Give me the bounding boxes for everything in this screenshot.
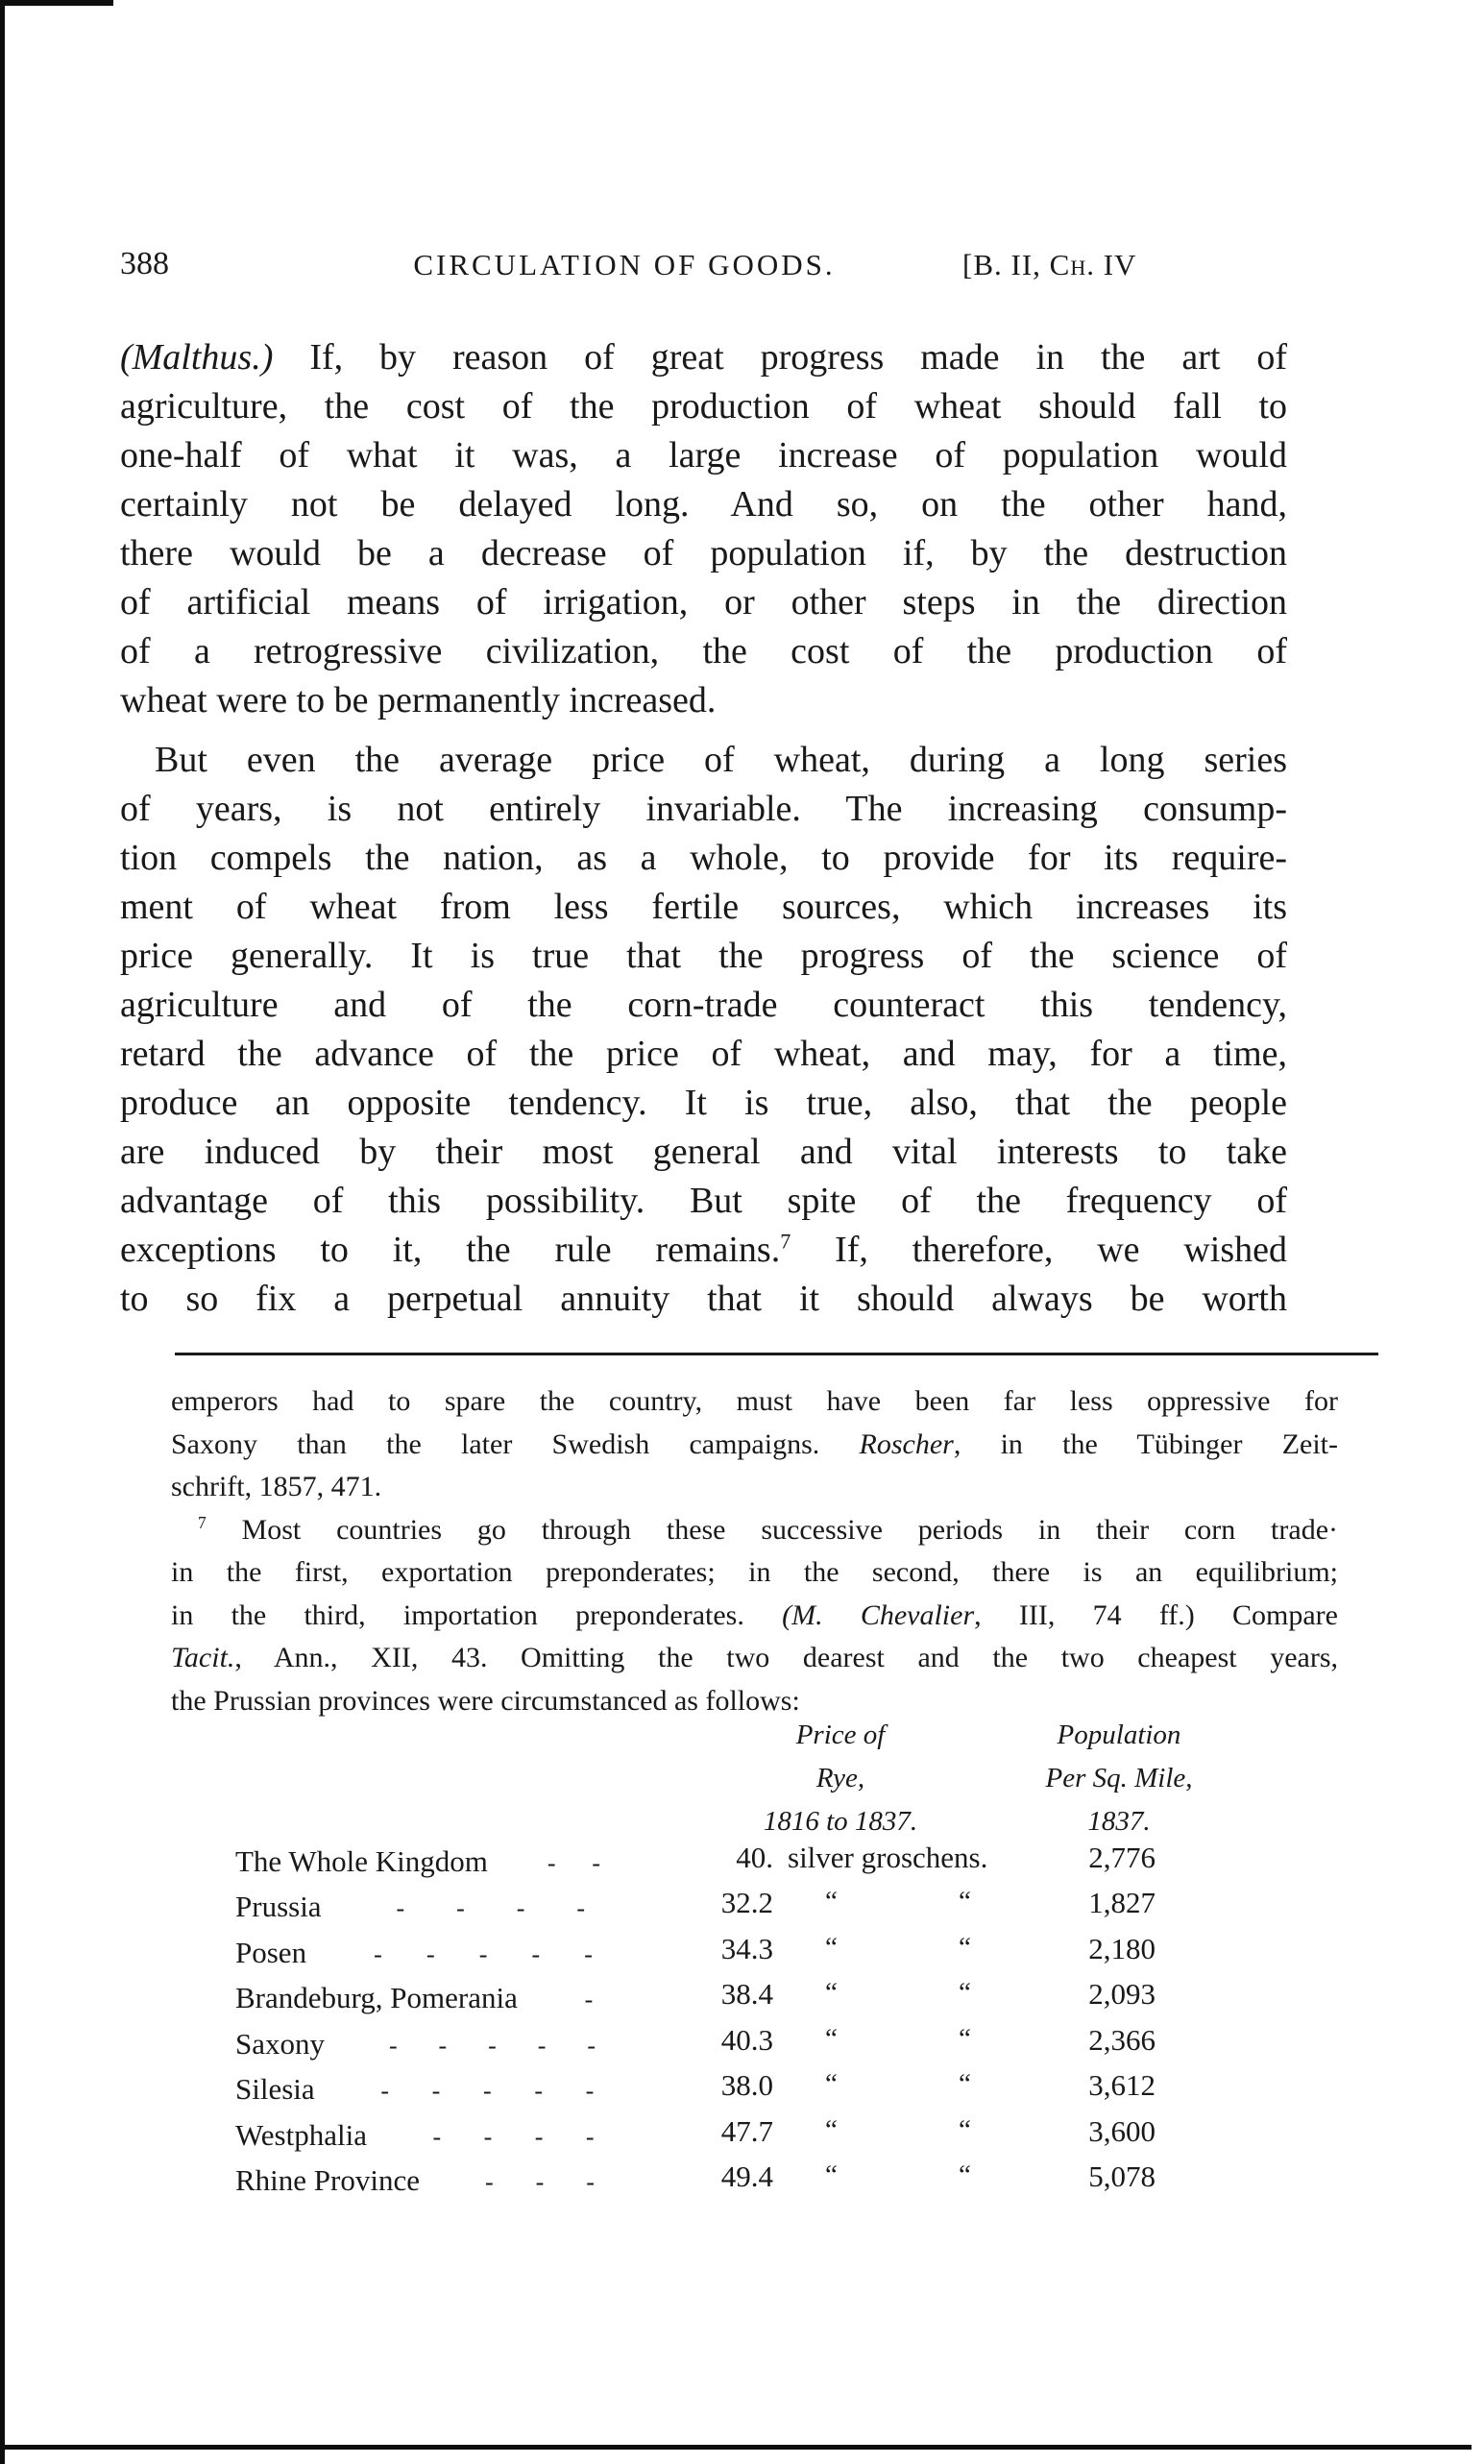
price-value: 38.0 — [720, 2068, 773, 2102]
text-line: produce an opposite tendency. It is true, also, that the people — [120, 1083, 1287, 1123]
text-line: of years, is not entirely invariable. The increasing consump- — [120, 789, 1287, 829]
row-name: The Whole Kingdom — [235, 1844, 488, 1878]
ditto-mark: “ — [825, 1932, 838, 1963]
author-name: Roscher — [859, 1427, 954, 1460]
text-line: in the first, exportation preponderates; in the second, there is an equilibrium; — [171, 1556, 1338, 1588]
price-value: 32.2 — [720, 1886, 773, 1919]
row-name: Posen — [235, 1936, 307, 1969]
table-row — [235, 1886, 1156, 1931]
chapter-reference: [B. II, Ch. IV — [962, 248, 1137, 281]
text-line: ment of wheat from less fertile sources, which increases its — [120, 887, 1287, 927]
text-line: exceptions to it, the rule remains.$^7$ If, therefore, we wished — [120, 1229, 1288, 1270]
text-line: emperors had to spare the country, must have been far less oppressive for — [171, 1385, 1338, 1417]
price-value: 34.3 — [720, 1932, 773, 1965]
ditto-mark: “ — [959, 2114, 971, 2145]
footnote-rule — [175, 1353, 1378, 1355]
dash-leader: - - - - - — [374, 1940, 593, 1968]
text-line: Tacit., Ann., XII, 43. Omitting the two dearest and the two cheapest years, — [171, 1642, 1338, 1673]
text-line: in the third, importation preponderates. (M. Chevalier, III, 74 ff.) Compare — [171, 1598, 1338, 1631]
row-name: Saxony — [235, 2027, 325, 2061]
ditto-mark: “ — [825, 2068, 838, 2099]
table-row — [235, 1841, 1156, 1886]
paragraph — [120, 333, 1287, 725]
table-row — [235, 1932, 1156, 1977]
text-line: But even the average price of wheat, during a long series — [155, 740, 1287, 780]
population-value: 1,827 — [1088, 1886, 1156, 1919]
text-line: retard the advance of the price of wheat, and may, for a time, — [120, 1034, 1287, 1074]
ditto-mark: “ — [825, 1886, 838, 1916]
text-line: of artificial means of irrigation, or other steps in the direction — [120, 582, 1287, 622]
dash-leader: - - - - — [396, 1894, 586, 1922]
text-line: there would be a decrease of population if, by the destruction — [120, 533, 1287, 573]
price-column-header — [716, 1714, 965, 1843]
ditto-mark: “ — [959, 1977, 971, 2008]
text-line: agriculture, the cost of the production of wheat should fall to — [120, 386, 1287, 427]
scan-edge-top — [0, 0, 113, 6]
column-header-line: Price of — [795, 1720, 886, 1750]
running-title: CIRCULATION OF GOODS. — [413, 248, 836, 281]
ditto-mark: “ — [959, 2159, 971, 2190]
work-title: Tacit. — [171, 1642, 235, 1673]
ditto-mark: “ — [825, 2159, 838, 2190]
dash-leader: - - — [547, 1849, 601, 1877]
footnote-marker: 7 — [780, 1229, 791, 1254]
text-line: the Prussian provinces were circumstanced as follows: — [171, 1684, 800, 1717]
table-row — [235, 2114, 1156, 2159]
row-name: Rhine Province — [235, 2163, 420, 2197]
population-value: 2,180 — [1088, 1932, 1156, 1965]
population-value: 2,776 — [1088, 1841, 1156, 1874]
table-row — [235, 2159, 1156, 2205]
dash-leader: - - - — [484, 2168, 595, 2196]
text-line: schrift, 1857, 471. — [171, 1471, 382, 1502]
text-line: to so fix a perpetual annuity that it should always be worth — [120, 1279, 1287, 1319]
ditto-mark: “ — [959, 2068, 971, 2099]
text-line: wheat were to be permanently increased. — [120, 680, 717, 720]
price-value: 40. — [736, 1841, 773, 1874]
text-line: one-half of what it was, a large increase of population would — [120, 435, 1287, 476]
row-name: Westphalia — [235, 2118, 367, 2152]
text-line: $^7$ Most countries go through these successive periods in their corn trade· — [198, 1512, 1339, 1546]
row-name: Prussia — [235, 1890, 322, 1923]
text-line: agriculture and of the corn-trade counteract this tendency, — [120, 985, 1287, 1025]
attribution: (Malthus.) — [120, 337, 274, 378]
ditto-mark: “ — [825, 2023, 838, 2054]
price-value: 49.4 — [720, 2159, 773, 2193]
ditto-mark: “ — [825, 2114, 838, 2145]
row-name: Brandeburg, Pomerania — [235, 1981, 518, 2014]
text-line: price generally. It is true that the progress of the science of — [120, 936, 1287, 976]
column-header-line: Per Sq. Mile, — [1045, 1763, 1193, 1793]
footnote-marker: 7 — [198, 1512, 207, 1532]
footnote — [171, 1380, 1338, 1722]
column-header-line: 1837. — [1087, 1806, 1151, 1837]
author-name: (M. Chevalier — [782, 1598, 975, 1631]
scan-edge-left — [0, 0, 5, 2464]
column-header-line: Rye, — [815, 1763, 865, 1793]
population-value: 3,600 — [1088, 2114, 1156, 2148]
text-line: (Malthus.) If, by reason of great progress made in the art of — [120, 337, 1287, 378]
price-value: 47.7 — [720, 2114, 773, 2148]
ditto-mark: “ — [959, 1886, 971, 1916]
text-line: advantage of this possibility. But spite of the frequency of — [120, 1181, 1287, 1221]
price-value: 38.4 — [720, 1977, 773, 2011]
ditto-mark: “ — [959, 1932, 971, 1963]
table-row — [235, 2068, 1156, 2113]
text-line: tion compels the nation, as a whole, to provide for its require- — [120, 838, 1287, 878]
text-line: certainly not be delayed long. And so, on the other hand, — [120, 484, 1287, 525]
population-column-header — [994, 1714, 1244, 1843]
dash-leader: - - - - - — [380, 2077, 595, 2105]
table-row — [235, 2023, 1156, 2068]
dash-leader: - - - - — [432, 2123, 595, 2151]
population-value: 5,078 — [1088, 2159, 1156, 2193]
population-value: 3,612 — [1088, 2068, 1156, 2102]
row-name: Silesia — [235, 2072, 315, 2106]
price-value: 40.3 — [720, 2023, 773, 2057]
table-row — [235, 1977, 1156, 2022]
dash-leader: - — [584, 1986, 594, 2013]
population-value: 2,093 — [1088, 1977, 1156, 2011]
ditto-mark: “ — [959, 2023, 971, 2054]
ditto-mark: “ — [825, 1977, 838, 2008]
scan-edge-bottom — [0, 2445, 1472, 2450]
unit-label: silver groschens. — [788, 1841, 988, 1874]
column-header-line: 1816 to 1837. — [763, 1806, 918, 1837]
column-header-line: Population — [1057, 1720, 1181, 1750]
text-line: Saxony than the later Swedish campaigns. Roscher, in the Tübinger Zeit- — [171, 1427, 1339, 1460]
paragraph — [120, 736, 1287, 1324]
population-value: 2,366 — [1088, 2023, 1156, 2057]
text-line: of a retrogressive civilization, the cost of the production of — [120, 631, 1287, 671]
dash-leader: - - - - - — [388, 2032, 596, 2060]
page-number: 388 — [120, 246, 169, 281]
text-line: are induced by their most general and vital interests to take — [120, 1132, 1287, 1172]
